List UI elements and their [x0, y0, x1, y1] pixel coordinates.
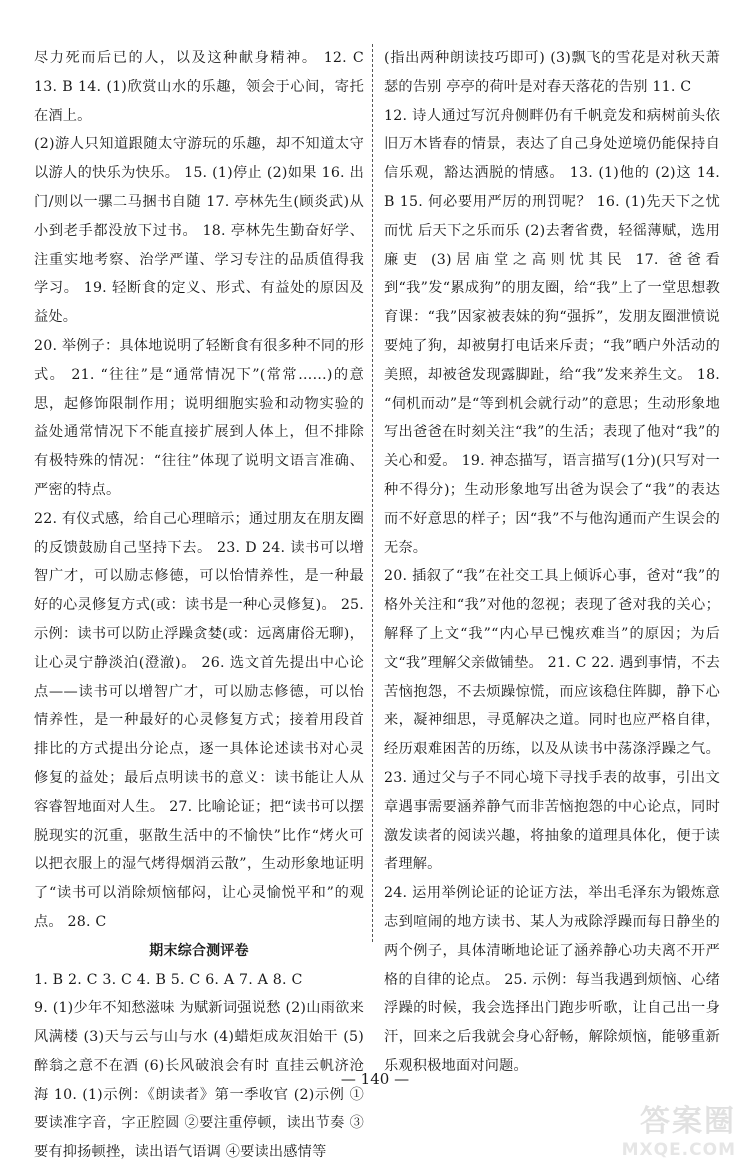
column-divider	[372, 44, 373, 942]
answer-paragraph: 12. 诗人通过写沉舟侧畔仍有千帆竞发和病树前头依旧万木皆春的情景，表达了自己身处逆境仍能保持自信乐观，豁达洒脱的情感。 13. (1)他的 (2)这 14. B 15. 何必要用严厉的刑罚呢？ 16. (1)先天下之忧而忧 后天下之乐而乐 (2)去奢省费，轻徭薄赋，选用廉吏 (3)居庙堂之高则忧其民 17. 爸爸看到“我”发“累成狗”的朋友圈，给“我”上了一堂思想教育课：“我”因家被表妹的狗“强拆”，发朋友圈泄愤说要炖了狗，却被舅打电话来斥责；“我”晒户外活动的美照，却被爸发现露脚趾，给“我”发来养生文。 18. “伺机而动”是“等到机会就行动”的意思；生动形象地写出爸爸在时刻关注“我”的生活；表现了他对“我”的关心和爱。 19. 神态描写，语言描写(1分)(只写对一种不得分)；生动形象地写出爸为误会了“我”的表达而不好意思的样子；因“我”不与他沟通而产生误会的无奈。	[384, 107, 720, 556]
page-number: — 140 —	[340, 1070, 410, 1088]
watermark-logo-text: 答案圈	[640, 1104, 736, 1139]
answer-paragraph: (2)游人只知道跟随太守游玩的乐趣，却不知道太守以游人的快乐为快乐。 15. (1)停止 (2)如果 16. 出门/则以一骡二马捆书自随 17. 亭林先生(顾炎武)从小到老手都没放下过书。 18. 亭林先生勤奋好学、注重实地考察、治学严谨、学习专注的品质值得我学习。 19. 轻断食的定义、形式、有益处的原因及益处。	[34, 136, 364, 326]
left-column	[34, 44, 364, 1167]
answer-paragraph: 尽力死而后已的人，以及这种献身精神。 12. C 13. B 14. (1)欣赏山水的乐趣，领会于心间，寄托在酒上。	[34, 50, 364, 124]
right-column	[384, 44, 720, 1081]
answer-paragraph: (指出两种朗读技巧即可) (3)飘飞的雪花是对秋天萧瑟的告别 亭亭的荷叶是对春天落花的告别 11. C	[384, 50, 720, 95]
watermark-url: MXQE.COM	[621, 1140, 736, 1160]
section-title: 期末综合测评卷	[149, 942, 249, 959]
answer-paragraph: 20. 插叙了“我”在社交工具上倾诉心事，爸对“我”的格外关注和“我”对他的忽视；表现了爸对我的关心；解释了上文“我”“内心早已愧疚难当”的原因；为后文“我”理解父亲做铺垫。 21. C 22. 遇到事情，不去苦恼抱怨，不去烦躁惊慌，而应该稳住阵脚，静下心来，凝神细思，寻觅解决之道。同时也应严格自律，经历艰难困苦的历练，以及从读书中荡涤浮躁之气。 23. 通过父与子不同心境下寻找手表的故事，引出文章遇事需要涵养静气而非苦恼抱怨的中心论点，同时激发读者的阅读兴趣，将抽象的道理具体化，便于读者理解。	[384, 568, 720, 873]
answer-paragraph: 22. 有仪式感，给自己心理暗示；通过朋友在朋友圈的反馈鼓励自己坚持下去。 23. D 24. 读书可以增智广才，可以励志修德，可以怡情养性，是一种最好的心灵修复方式(或：读书是一种心灵修复)。 25. 示例：读书可以防止浮躁贪婪(或：远离庸俗无聊)，让心灵宁静淡泊(澄澈)。 26. 选文首先提出中心论点——读书可以增智广才，可以励志修德，可以怡情养性，是一种最好的心灵修复方式；接着用段首排比的方式提出分论点，逐一具体论述读书对心灵修复的益处；最后点明读书的意义：读书能让人从容睿智地面对人生。 27. 比喻论证；把“读书可以摆脱现实的沉重，驱散生活中的不愉快”比作“烤火可以把衣服上的湿气烤得烟消云散”，生动形象地证明了“读书可以消除烦恼郁闷，让心灵愉悦平和”的观点。 28. C	[34, 510, 365, 930]
answer-paragraph: 24. 运用举例论证的论证方法，举出毛泽东为锻炼意志到喧闹的地方读书、某人为戒除浮躁而每日静坐的两个例子，具体清晰地论证了涵养静心功夫离不开严格的自律的论点。 25. 示例：每当我遇到烦恼、心绪浮躁的时候，我会选择出门跑步听歌，让自己出一身汗，回来之后我就会身心舒畅，解除烦恼，能够重新乐观积极地面对问题。	[384, 885, 720, 1074]
answer-paragraph: 1. B 2. C 3. C 4. B 5. C 6. A 7. A 8. C	[34, 971, 303, 988]
answer-paragraph: 20. 举例子：具体地说明了轻断食有很多种不同的形式。 21. “往往”是“通常情况下”(常常……)的意思，起修饰限制作用；说明细胞实验和动物实验的益处通常情况下不能直接扩展到人体上，但不排除有极特殊的情况：“往往”体现了说明文语言准确、严密的特点。	[34, 337, 365, 498]
site-watermark	[592, 1096, 742, 1160]
answer-paragraph: 9. (1)少年不知愁滋味 为赋新词强说愁 (2)山雨欲来风满楼 (3)天与云与山与水 (4)蜡炬成灰泪始干 (5)醉翁之意不在酒 (6)长风破浪会有时 直挂云帆济沧海 10. (1)示例：《朗读者》第一季收官 (2)示例 ①要读准字音，字正腔圆 ②要注重停顿，读出节奏 ③要有抑扬顿挫，读出语气语调 ④要读出感情等	[34, 1000, 364, 1161]
